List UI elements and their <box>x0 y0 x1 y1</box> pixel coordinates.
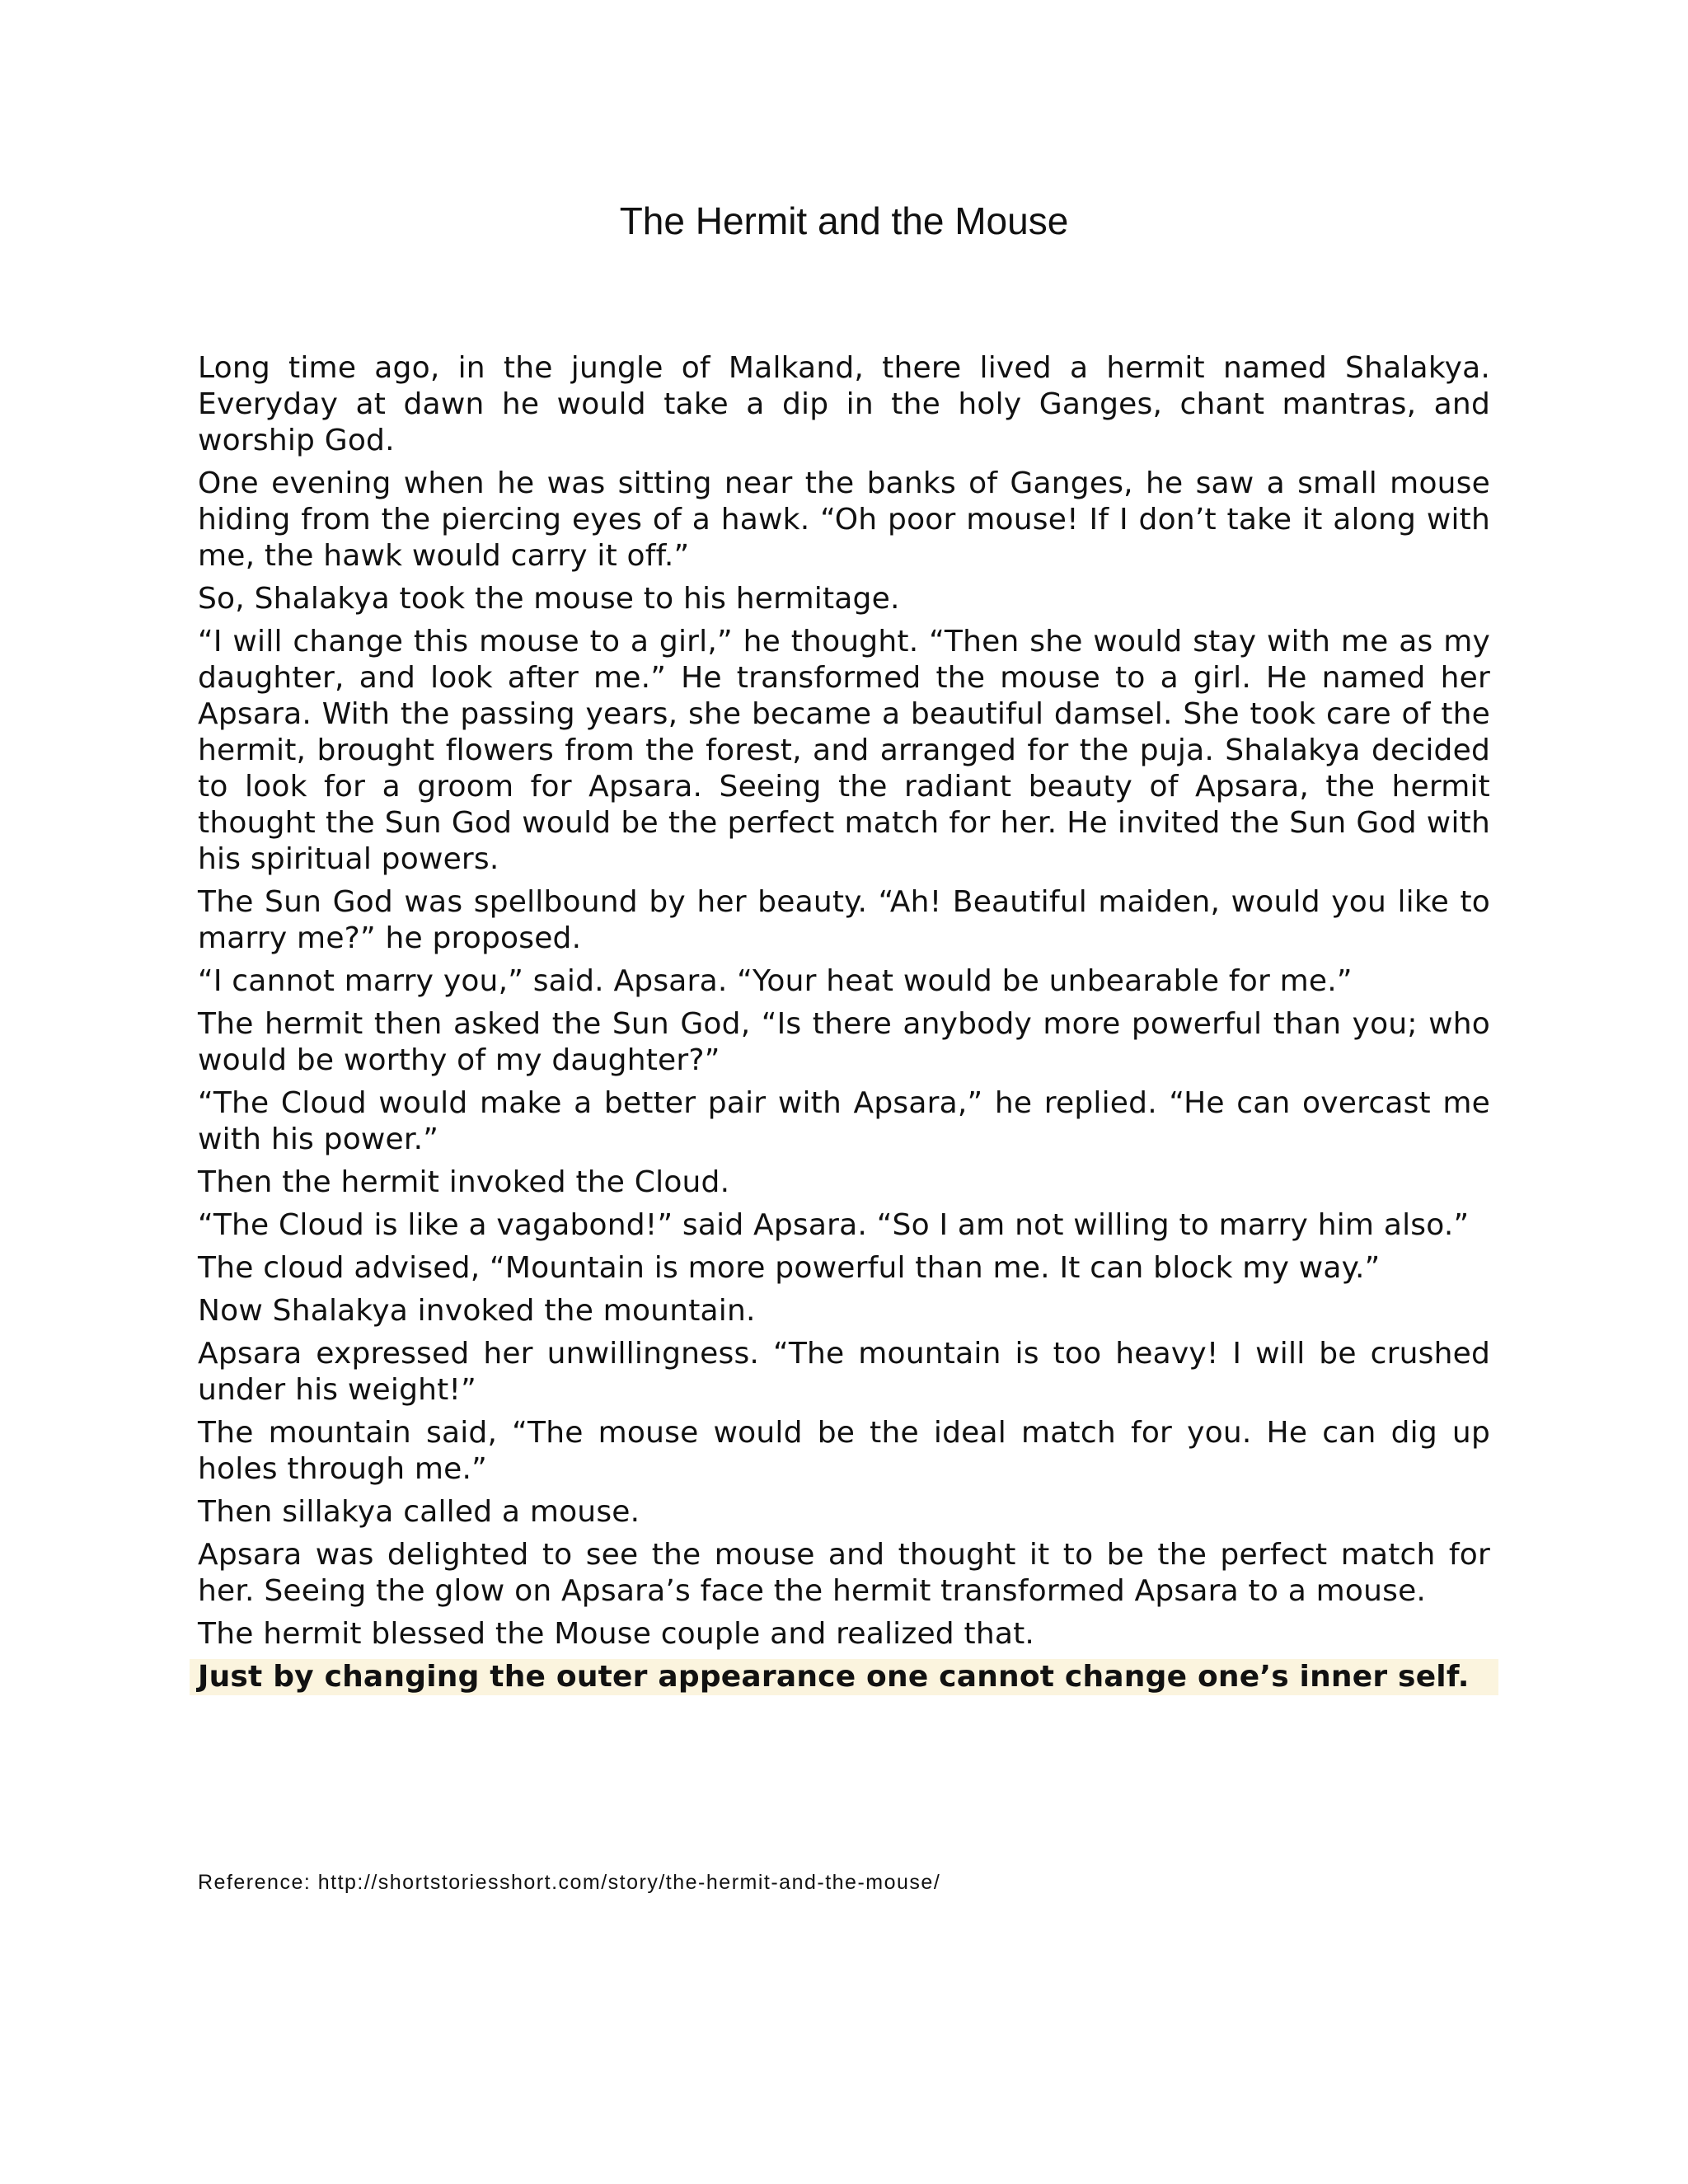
paragraph-7: The hermit then asked the Sun God, “Is there anybody more powerful than you; who would be worthy of my daughter?” <box>198 1007 1490 1077</box>
paragraph-16: Apsara was delighted to see the mouse and thought it to be the perfect match for her. Seeing the glow on Apsara’s face the hermit transformed Apsara to a mouse. <box>198 1538 1490 1608</box>
paragraph-11: The cloud advised, “Mountain is more powerful than me. It can block my way.” <box>198 1251 1381 1285</box>
paragraph-2: One evening when he was sitting near the banks of Ganges, he saw a small mouse hiding from the piercing eyes of a hawk. “Oh poor mouse! If I don’t take it along with me, the hawk would carry it off.” <box>198 466 1490 573</box>
story-body <box>198 350 1490 1695</box>
paragraph-13: Apsara expressed her unwillingness. “The mountain is too heavy! I will be crushed under his weight!” <box>198 1337 1490 1407</box>
paragraph-6: “I cannot marry you,” said. Apsara. “Your heat would be unbearable for me.” <box>198 964 1353 998</box>
moral-highlight: Just by changing the outer appearance one cannot change one’s inner self. <box>190 1659 1498 1695</box>
page-title: The Hermit and the Mouse <box>619 199 1069 242</box>
paragraph-8: “The Cloud would make a better pair with Apsara,” he replied. “He can overcast me with his power.” <box>198 1086 1490 1156</box>
paragraph-4: “I will change this mouse to a girl,” he thought. “Then she would stay with me as my daughter, and look after me.” He transformed the mouse to a girl. He named her Apsara. With the passing years, she became a beautiful damsel. She took care of the hermit, brought flowers from the forest, and arranged for the puja. Shalakya decided to look for a groom for Apsara. Seeing the radiant beauty of Apsara, the hermit thought the Sun God would be the perfect match for her. He invited the Sun God with his spiritual powers. <box>198 625 1490 876</box>
paragraph-14: The mountain said, “The mouse would be the ideal match for you. He can dig up holes through me.” <box>198 1416 1490 1486</box>
paragraph-5: The Sun God was spellbound by her beauty. “Ah! Beautiful maiden, would you like to marry me?” he proposed. <box>198 885 1490 955</box>
reference-link[interactable]: Reference: http://shortstoriesshort.com/story/the-hermit-and-the-mouse/ <box>198 1871 941 1894</box>
paragraph-3: So, Shalakya took the mouse to his hermitage. <box>198 582 900 616</box>
paragraph-1: Long time ago, in the jungle of Malkand, there lived a hermit named Shalakya. Everyday at dawn he would take a dip in the holy Ganges, chant mantras, and worship God. <box>198 351 1490 457</box>
paragraph-10: “The Cloud is like a vagabond!” said Apsara. “So I am not willing to marry him also.” <box>198 1208 1470 1242</box>
paragraph-15: Then sillakya called a mouse. <box>198 1495 640 1529</box>
paragraph-17: The hermit blessed the Mouse couple and realized that. <box>198 1617 1035 1651</box>
paragraph-12: Now Shalakya invoked the mountain. <box>198 1294 756 1328</box>
paragraph-9: Then the hermit invoked the Cloud. <box>198 1165 730 1199</box>
